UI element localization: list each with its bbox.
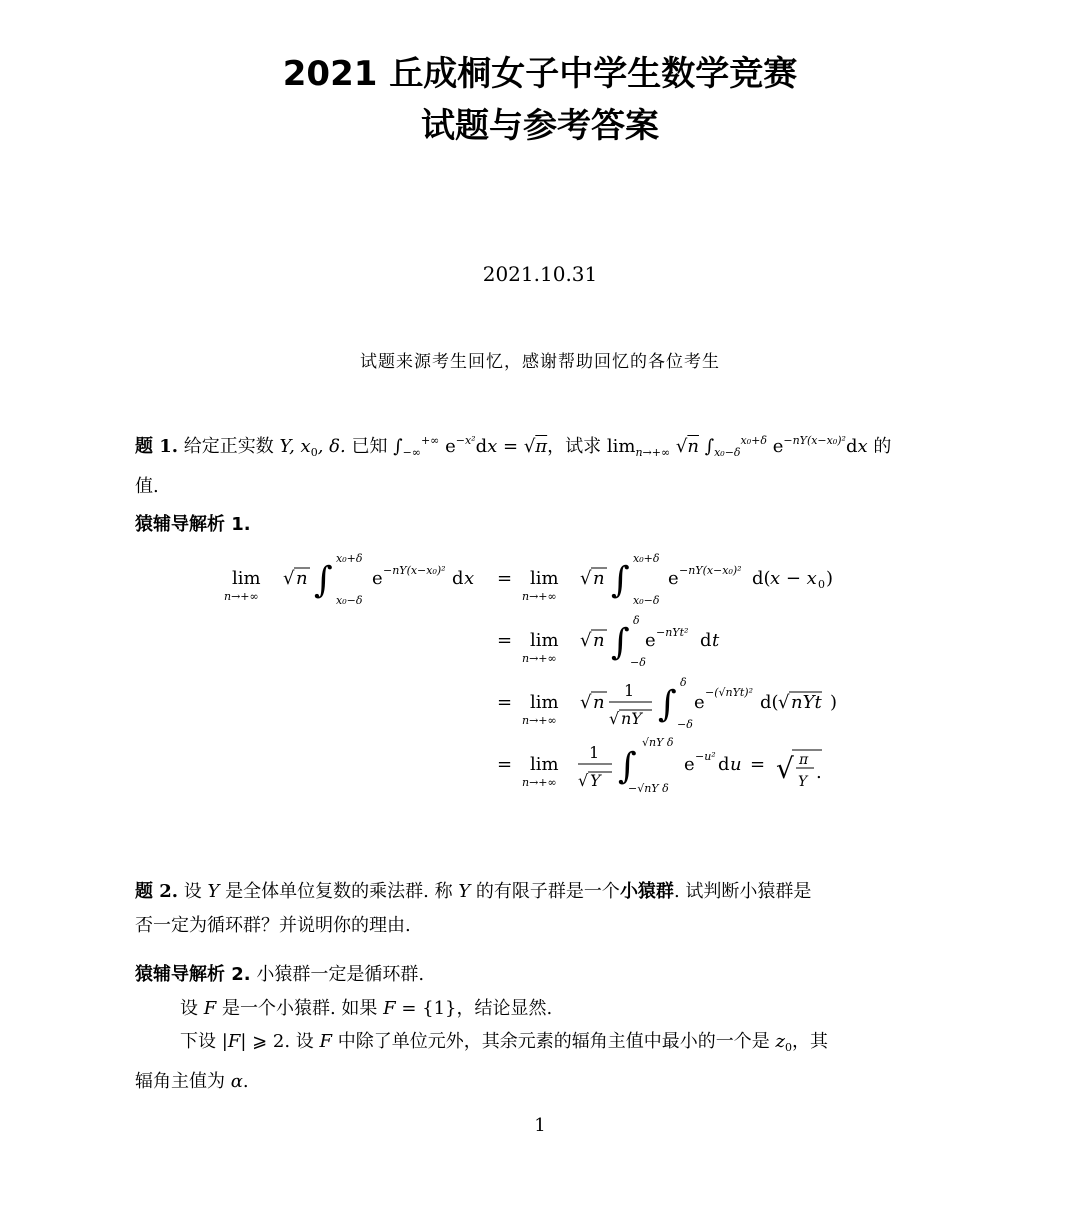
derivation-line-3 <box>497 676 837 731</box>
svg-text:√nY δ: √nY δ <box>642 736 674 749</box>
svg-text:d(: d( <box>760 692 779 713</box>
svg-text:n: n <box>593 568 605 589</box>
svg-text:∫: ∫ <box>611 560 630 601</box>
svg-text:=: = <box>497 692 513 713</box>
svg-text:∫: ∫ <box>618 746 637 787</box>
svg-text:=: = <box>497 754 513 775</box>
svg-text:x − x: x − x <box>770 568 817 589</box>
svg-text:√: √ <box>778 692 790 713</box>
svg-text:n: n <box>593 692 605 713</box>
svg-text:n→+∞: n→+∞ <box>522 652 557 665</box>
svg-text:−nY(x−x₀)²: −nY(x−x₀)² <box>679 564 742 577</box>
svg-text:n→+∞: n→+∞ <box>522 590 557 603</box>
svg-text:d: d <box>718 754 730 775</box>
solution-2-p2-a: 下设 <box>180 1031 222 1052</box>
svg-text:−√nY δ: −√nY δ <box>628 782 669 795</box>
var-z0: $z_0$ <box>775 1031 792 1054</box>
page-title-line2: 试题与参考答案 <box>421 106 659 146</box>
svg-text:=: = <box>497 630 513 651</box>
problem-1-known: 已知 <box>351 436 388 457</box>
svg-text:n: n <box>296 568 308 589</box>
problem-2-var-y2: Y <box>458 881 471 902</box>
svg-text:d(: d( <box>752 568 771 589</box>
svg-text:−δ: −δ <box>677 718 693 731</box>
svg-text:t: t <box>712 630 720 651</box>
svg-text:d: d <box>452 568 464 589</box>
problem-2-line2: 否一定为循环群？并说明你的理由. <box>135 915 411 936</box>
problem-1 <box>135 424 945 504</box>
problem-1-end: 的 <box>873 436 892 457</box>
svg-text:.: . <box>816 762 822 783</box>
svg-text:Y: Y <box>798 774 808 790</box>
svg-text:e: e <box>372 568 383 589</box>
svg-text:√: √ <box>580 630 592 651</box>
derivation-line-1 <box>224 552 833 607</box>
source-note: 试题来源考生回忆，感谢帮助回忆的各位考生 <box>360 352 720 372</box>
svg-text:−(√nYt)²: −(√nYt)² <box>705 686 753 699</box>
problem-2-text-a: 设 <box>183 881 208 902</box>
svg-text:√: √ <box>776 752 794 785</box>
svg-text:0: 0 <box>818 578 825 591</box>
svg-text:lim: lim <box>530 754 559 775</box>
svg-text:x₀−δ: x₀−δ <box>336 594 363 607</box>
svg-text:nYt: nYt <box>791 692 822 713</box>
solution-2 <box>135 958 945 992</box>
svg-text:n→+∞: n→+∞ <box>224 590 259 603</box>
svg-text:x₀−δ: x₀−δ <box>633 594 660 607</box>
svg-text:e: e <box>684 754 695 775</box>
problem-2-var-y: Y <box>207 881 220 902</box>
derivation-line-2 <box>497 614 720 669</box>
svg-text:δ: δ <box>633 614 640 627</box>
svg-text:1: 1 <box>624 681 635 700</box>
svg-text:1: 1 <box>589 743 600 762</box>
math-f-equals-1: F = {1} <box>383 998 457 1019</box>
problem-1-gaussian-integral: $\int_{-\infty}^{+\infty}$ $e^{-x^2}dx = √\pi$ <box>393 434 548 459</box>
solution-1-derivation <box>0 548 1080 798</box>
solution-2-para-1 <box>135 992 945 1026</box>
problem-1-text: 给定正实数 <box>183 436 280 457</box>
svg-text:x₀+δ: x₀+δ <box>336 552 363 565</box>
svg-text:∫: ∫ <box>314 560 333 601</box>
solution-2-para-2 <box>135 1025 945 1099</box>
problem-1-line2: 值. <box>135 476 159 497</box>
problem-2-label: 题 2. <box>135 881 179 902</box>
svg-text:π: π <box>799 752 809 768</box>
svg-text:−u²: −u² <box>695 750 716 763</box>
svg-text:√: √ <box>283 568 295 589</box>
svg-text:√: √ <box>578 771 589 790</box>
svg-text:=: = <box>750 754 766 775</box>
svg-text:e: e <box>645 630 656 651</box>
svg-text:n→+∞: n→+∞ <box>522 776 557 789</box>
svg-text:x: x <box>464 568 475 589</box>
solution-2-label: 猿辅导解析 2. <box>135 964 251 985</box>
var-f-2: F <box>319 1031 333 1052</box>
problem-1-vars: Y, $x_0$, δ. <box>279 436 346 459</box>
problem-2-text-c: 的有限子群是一个 <box>470 881 620 902</box>
solution-2-p1-a: 设 <box>180 998 204 1019</box>
var-f: F <box>203 998 217 1019</box>
svg-text:δ: δ <box>680 676 687 689</box>
problem-1-limit-expression: $\lim_{n\to+\infty} √n$ $\int_{x_0-\delta}^{x_0+\delta}$ $e^{-nY(x-x_0)^2}dx$ <box>606 434 868 459</box>
svg-text:d: d <box>700 630 712 651</box>
solution-2-p3-a: 辐角主值为 <box>135 1071 231 1092</box>
problem-2-text-d: . 试判断小猿群是 <box>673 881 812 902</box>
solution-2-p2-d: ，其 <box>791 1031 828 1052</box>
svg-text:=: = <box>497 568 513 589</box>
svg-text:−nYt²: −nYt² <box>656 626 689 639</box>
derivation-line-4 <box>497 736 822 795</box>
svg-text:): ) <box>826 568 834 589</box>
math-abs-f-ge-2: |F| ⩾ 2. <box>221 1031 291 1052</box>
svg-text:lim: lim <box>530 568 559 589</box>
svg-text:∫: ∫ <box>658 684 677 725</box>
var-alpha: α <box>230 1071 243 1092</box>
svg-text:lim: lim <box>530 692 559 713</box>
solution-2-p3-b: . <box>242 1071 249 1092</box>
page-title-line1: 2021 丘成桐女子中学生数学竞赛 <box>282 54 798 94</box>
problem-2-emphasis: 小猿群 <box>619 881 674 902</box>
solution-2-p1-b: 是一个小猿群. 如果 <box>216 998 384 1019</box>
svg-text:lim: lim <box>232 568 261 589</box>
problem-2-text-b: 是全体单位复数的乘法群. 称 <box>219 881 459 902</box>
solution-2-p1-c: ，结论显然. <box>456 998 553 1019</box>
svg-text:e: e <box>668 568 679 589</box>
exam-date: 2021.10.31 <box>482 262 598 286</box>
title-block <box>0 48 1080 152</box>
page-number: 1 <box>534 1115 546 1136</box>
solution-2-answer: 小猿群一定是循环群. <box>256 964 425 985</box>
svg-text:−δ: −δ <box>630 656 646 669</box>
svg-text:n→+∞: n→+∞ <box>522 714 557 727</box>
svg-text:−nY(x−x₀)²: −nY(x−x₀)² <box>383 564 446 577</box>
svg-text:√: √ <box>609 709 620 728</box>
svg-text:n: n <box>593 630 605 651</box>
svg-text:√: √ <box>580 692 592 713</box>
svg-text:e: e <box>694 692 705 713</box>
solution-2-p2-c: 中除了单位元外，其余元素的辐角主值中最小的一个是 <box>332 1031 776 1052</box>
svg-text:∫: ∫ <box>611 622 630 663</box>
svg-text:x₀+δ: x₀+δ <box>633 552 660 565</box>
problem-1-label: 题 1. <box>135 436 179 457</box>
problem-2 <box>135 875 945 943</box>
svg-text:√: √ <box>580 568 592 589</box>
solution-2-p2-b: 设 <box>290 1031 320 1052</box>
svg-text:u: u <box>730 754 742 775</box>
solution-1-label: 猿辅导解析 1. <box>135 514 251 535</box>
svg-text:nY: nY <box>621 709 642 728</box>
svg-text:lim: lim <box>530 630 559 651</box>
svg-text:Y: Y <box>590 771 601 790</box>
svg-text:): ) <box>830 692 838 713</box>
problem-1-find: ，试求 <box>547 436 602 457</box>
